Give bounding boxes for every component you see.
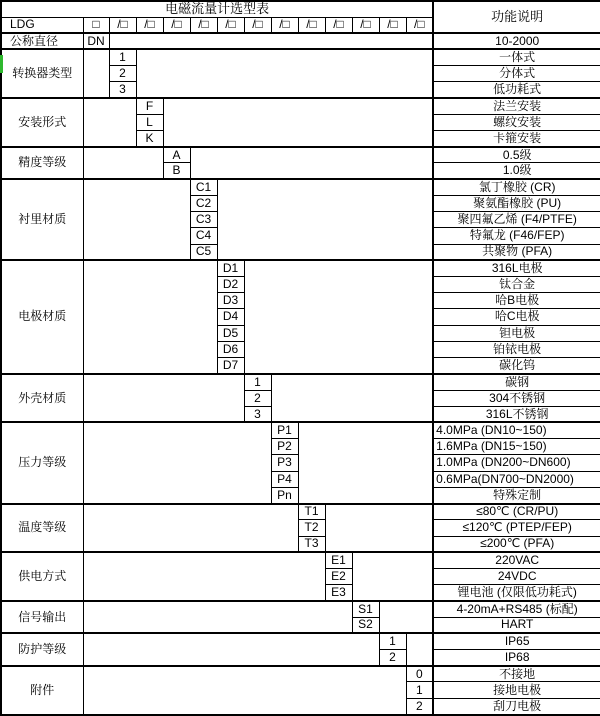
option-desc: 特氟龙 (F46/FEP)	[433, 228, 600, 244]
label-temperature-rating: 温度等级	[1, 504, 83, 553]
spacer	[83, 422, 271, 503]
option-code: E3	[325, 585, 352, 601]
spacer	[83, 98, 136, 147]
model-code-slot: /□	[406, 17, 433, 33]
model-code-slot: /□	[352, 17, 379, 33]
option-code: D2	[217, 277, 244, 293]
option-desc: 4.0MPa (DN10~150)	[433, 422, 600, 438]
label-accessories: 附件	[1, 666, 83, 715]
spacer	[406, 633, 433, 665]
spacer	[217, 179, 433, 260]
option-code: D4	[217, 309, 244, 325]
spacer	[83, 260, 217, 374]
option-desc: ≤120℃ (PTEP/FEP)	[433, 520, 600, 536]
model-code-slot: /□	[163, 17, 190, 33]
option-code: Pn	[271, 487, 298, 503]
option-desc: 316L电极	[433, 260, 600, 276]
option-desc: 1.0MPa (DN200~DN600)	[433, 455, 600, 471]
spacer	[83, 179, 190, 260]
option-desc: 哈B电极	[433, 293, 600, 309]
option-desc: 法兰安装	[433, 98, 600, 114]
spacer	[271, 374, 433, 423]
model-prefix-label: LDG	[1, 17, 83, 33]
model-code-slot: /□	[190, 17, 217, 33]
option-desc: 共聚物 (PFA)	[433, 244, 600, 260]
option-code: 3	[109, 82, 136, 98]
option-desc: 10-2000	[433, 33, 600, 49]
option-code: S1	[352, 601, 379, 617]
option-desc: 0.6MPa(DN700~DN2000)	[433, 471, 600, 487]
model-code-slot: /□	[325, 17, 352, 33]
option-code: C4	[190, 228, 217, 244]
option-code: C2	[190, 195, 217, 211]
option-desc: 不接地	[433, 666, 600, 682]
option-desc: 碳钢	[433, 374, 600, 390]
option-desc: 0.5级	[433, 147, 600, 163]
model-code-slot: /□	[271, 17, 298, 33]
option-desc: 聚四氟乙烯 (F4/PTFE)	[433, 212, 600, 228]
option-code: T2	[298, 520, 325, 536]
spacer	[83, 147, 163, 179]
label-signal-output: 信号输出	[1, 601, 83, 633]
option-desc: 刮刀电极	[433, 698, 600, 715]
option-desc: 一体式	[433, 49, 600, 65]
option-code: C3	[190, 212, 217, 228]
option-code: D5	[217, 325, 244, 341]
spacer	[190, 147, 433, 179]
option-code: P4	[271, 471, 298, 487]
option-code: D1	[217, 260, 244, 276]
option-code: 2	[379, 650, 406, 666]
option-code: C1	[190, 179, 217, 195]
option-desc: 1.6MPa (DN15~150)	[433, 439, 600, 455]
option-code: L	[136, 114, 163, 130]
model-code-slot: /□	[244, 17, 271, 33]
option-code: A	[163, 147, 190, 163]
option-code: P3	[271, 455, 298, 471]
option-desc: 接地电极	[433, 682, 600, 698]
option-code: 1	[244, 374, 271, 390]
option-code: T3	[298, 536, 325, 552]
model-base-slot: □	[83, 17, 109, 33]
option-code: E2	[325, 568, 352, 584]
option-code: F	[136, 98, 163, 114]
label-electrode-material: 电极材质	[1, 260, 83, 374]
spacer	[83, 552, 325, 601]
label-transducer-type: 转换器类型	[1, 49, 83, 98]
option-code: 2	[109, 66, 136, 82]
option-desc: 铂铱电极	[433, 341, 600, 357]
spacer	[298, 422, 433, 503]
option-code: 0	[406, 666, 433, 682]
option-code: 2	[244, 390, 271, 406]
spacer	[83, 504, 298, 553]
option-code: T1	[298, 504, 325, 520]
spacer	[379, 601, 433, 633]
option-desc: IP65	[433, 633, 600, 649]
label-nominal-diameter: 公称直径	[1, 33, 83, 49]
option-code: 3	[244, 406, 271, 422]
option-code: P1	[271, 422, 298, 438]
spacer	[325, 504, 433, 553]
option-code: K	[136, 131, 163, 147]
option-desc: 220VAC	[433, 552, 600, 568]
spacer	[83, 666, 406, 715]
option-desc: HART	[433, 617, 600, 633]
option-code: 1	[109, 49, 136, 65]
option-desc: 螺纹安装	[433, 114, 600, 130]
green-edge-artifact	[0, 55, 3, 73]
option-desc: 低功耗式	[433, 82, 600, 98]
label-liner-material: 衬里材质	[1, 179, 83, 260]
spacer	[163, 98, 433, 147]
option-code: 2	[406, 698, 433, 715]
option-desc: ≤200℃ (PFA)	[433, 536, 600, 552]
spacer	[352, 552, 433, 601]
option-desc: 卡箍安装	[433, 131, 600, 147]
model-code-slot: /□	[298, 17, 325, 33]
label-housing-material: 外壳材质	[1, 374, 83, 423]
model-code-slot: /□	[217, 17, 244, 33]
spacer	[136, 49, 433, 98]
option-code: C5	[190, 244, 217, 260]
option-desc: 304不锈钢	[433, 390, 600, 406]
page-title: 电磁流量计选型表	[1, 1, 433, 17]
option-desc: 316L不锈钢	[433, 406, 600, 422]
option-desc: 钽电极	[433, 325, 600, 341]
option-desc: ≤80℃ (CR/PU)	[433, 504, 600, 520]
model-code-slot: /□	[109, 17, 136, 33]
option-desc: 氯丁橡胶 (CR)	[433, 179, 600, 195]
option-desc: 聚氨酯橡胶 (PU)	[433, 195, 600, 211]
label-accuracy-class: 精度等级	[1, 147, 83, 179]
option-desc: 1.0级	[433, 163, 600, 179]
option-desc: 哈C电极	[433, 309, 600, 325]
option-code: B	[163, 163, 190, 179]
option-code: D7	[217, 358, 244, 374]
option-code: D3	[217, 293, 244, 309]
spacer	[83, 49, 109, 98]
option-code: D6	[217, 341, 244, 357]
spacer	[83, 601, 352, 633]
option-desc: 24VDC	[433, 568, 600, 584]
option-desc: 分体式	[433, 66, 600, 82]
spacer	[244, 260, 433, 374]
spacer	[83, 374, 244, 423]
model-code-slot: /□	[136, 17, 163, 33]
model-code-slot: /□	[379, 17, 406, 33]
option-desc: 钛合金	[433, 277, 600, 293]
label-power-supply: 供电方式	[1, 552, 83, 601]
function-column-header: 功能说明	[433, 1, 600, 33]
spacer	[109, 33, 433, 49]
option-code: S2	[352, 617, 379, 633]
option-code: 1	[406, 682, 433, 698]
option-desc: 特殊定制	[433, 487, 600, 503]
option-desc: 锂电池 (仅限低功耗式)	[433, 585, 600, 601]
option-code: E1	[325, 552, 352, 568]
option-code: P2	[271, 439, 298, 455]
option-code: 1	[379, 633, 406, 649]
option-desc: 碳化钨	[433, 358, 600, 374]
label-protection-rating: 防护等级	[1, 633, 83, 665]
spacer	[83, 633, 379, 665]
label-mounting-type: 安装形式	[1, 98, 83, 147]
label-pressure-rating: 压力等级	[1, 422, 83, 503]
option-code: DN	[83, 33, 109, 49]
option-desc: 4-20mA+RS485 (标配)	[433, 601, 600, 617]
option-desc: IP68	[433, 650, 600, 666]
